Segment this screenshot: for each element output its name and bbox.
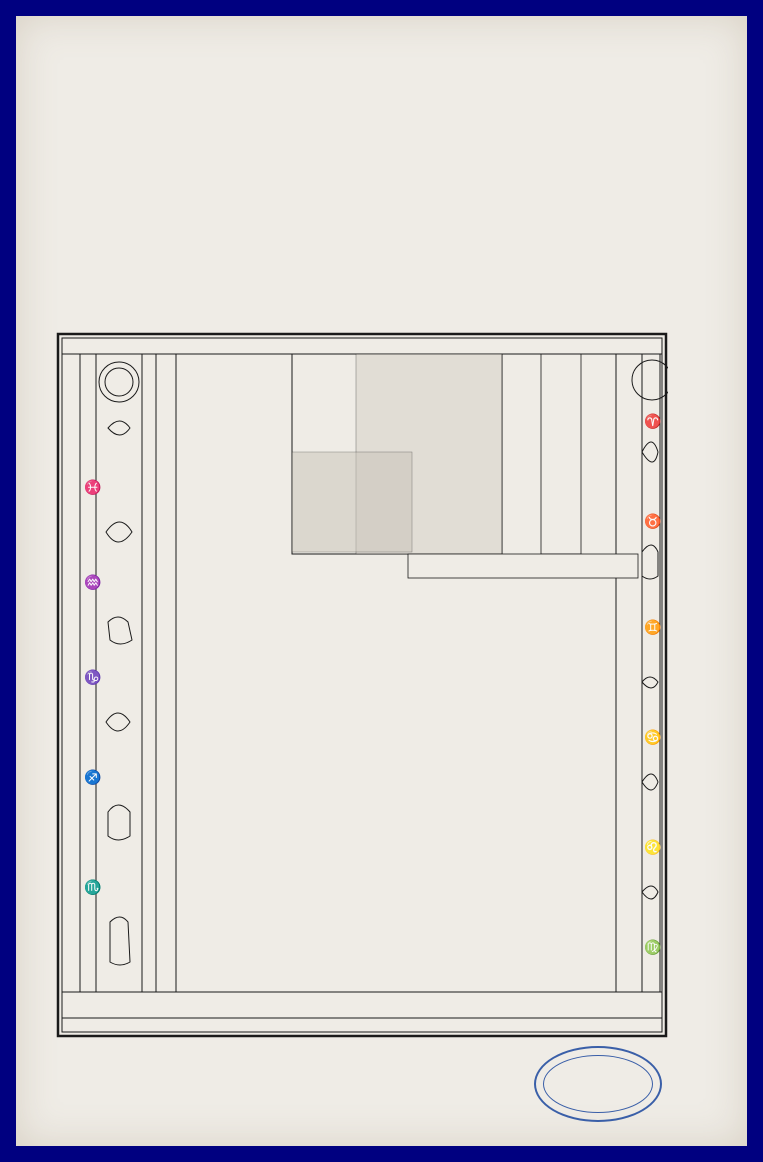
svg-text:♏: ♏: [84, 881, 102, 896]
svg-text:♓: ♓: [84, 481, 102, 496]
svg-text:♊: ♊: [644, 621, 662, 636]
svg-text:♋: ♋: [644, 731, 662, 746]
svg-text:♉: ♉: [644, 515, 662, 530]
svg-text:♒: ♒: [84, 576, 102, 591]
svg-text:♌: ♌: [644, 841, 662, 856]
svg-text:♈: ♈: [644, 415, 662, 430]
horoscopion-diagram: [56, 332, 668, 1048]
zodiac-signs-left: [84, 479, 101, 896]
svg-text:♐: ♐: [84, 771, 102, 786]
svg-text:♍: ♍: [644, 941, 662, 956]
book-page: [16, 16, 747, 1146]
zodiac-signs-right: [644, 413, 661, 956]
svg-text:♑: ♑: [84, 671, 102, 686]
upper-panels: [292, 354, 502, 554]
zodiac-figures-left: [99, 362, 139, 965]
library-stamp: [534, 1046, 662, 1122]
